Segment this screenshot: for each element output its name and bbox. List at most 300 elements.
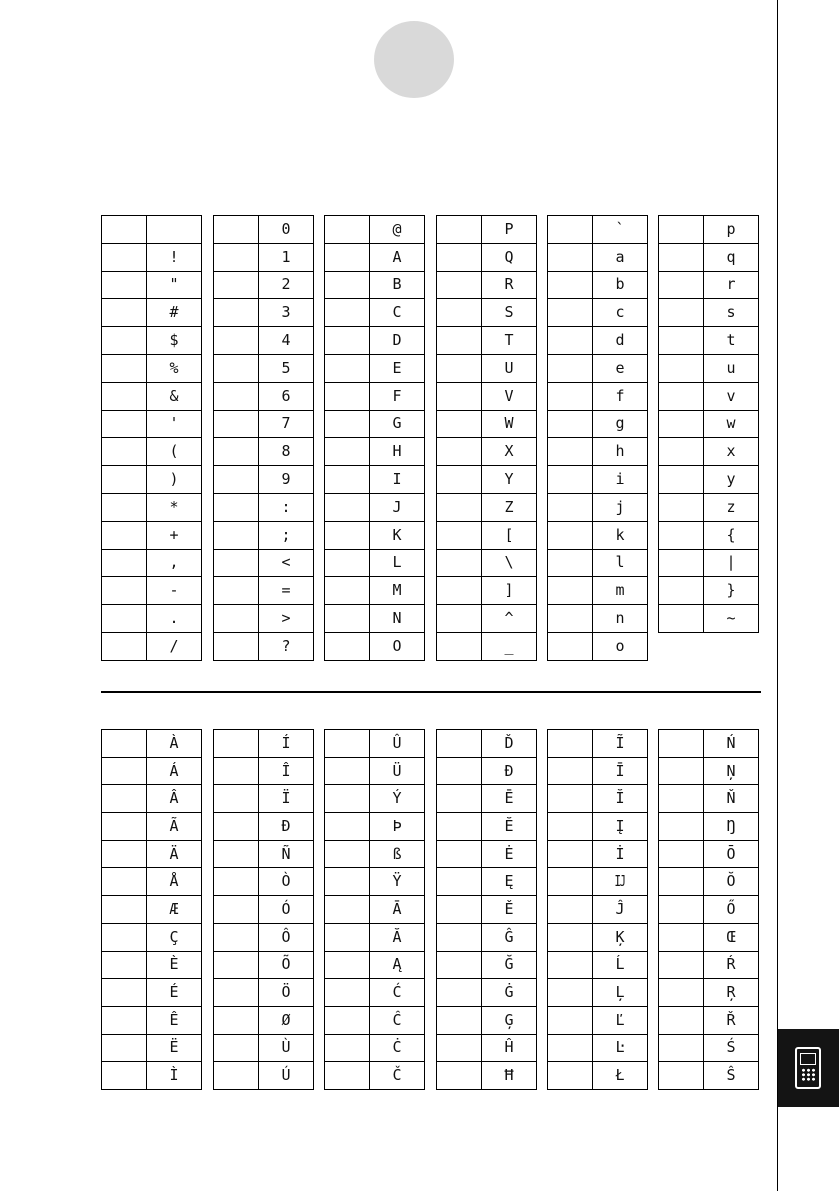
ext-table-column-3 xyxy=(324,729,425,1090)
code-cell xyxy=(214,299,259,327)
char-row xyxy=(102,868,202,896)
glyph-cell: [ xyxy=(482,521,537,549)
char-row xyxy=(548,951,648,979)
char-row xyxy=(214,951,314,979)
char-row xyxy=(548,216,648,244)
ext-table-column-2 xyxy=(213,729,314,1090)
code-cell xyxy=(325,577,370,605)
glyph-cell: Z xyxy=(482,493,537,521)
glyph-cell: 3 xyxy=(259,299,314,327)
char-row xyxy=(437,466,537,494)
code-cell xyxy=(548,785,593,813)
char-row xyxy=(102,1006,202,1034)
char-row xyxy=(437,243,537,271)
code-cell xyxy=(214,896,259,924)
code-cell xyxy=(325,896,370,924)
glyph-cell: + xyxy=(147,521,202,549)
glyph-cell: Ŀ xyxy=(593,1034,648,1062)
code-cell xyxy=(659,1062,704,1090)
char-row xyxy=(102,243,202,271)
code-cell xyxy=(437,605,482,633)
code-cell xyxy=(659,521,704,549)
char-row xyxy=(102,216,202,244)
code-cell xyxy=(437,438,482,466)
code-cell xyxy=(325,438,370,466)
glyph-cell: Ë xyxy=(147,1034,202,1062)
glyph-cell: Ç xyxy=(147,923,202,951)
glyph-cell: Â xyxy=(147,785,202,813)
code-cell xyxy=(325,466,370,494)
glyph-cell: Ą xyxy=(370,951,425,979)
char-row xyxy=(548,840,648,868)
char-row xyxy=(548,868,648,896)
glyph-cell: Ĵ xyxy=(593,896,648,924)
page-edge-rule xyxy=(777,0,778,1191)
code-cell xyxy=(659,549,704,577)
code-cell xyxy=(437,785,482,813)
code-cell xyxy=(325,216,370,244)
code-cell xyxy=(548,605,593,633)
code-cell xyxy=(102,979,147,1007)
char-row xyxy=(659,951,759,979)
code-cell xyxy=(548,923,593,951)
char-row xyxy=(659,466,759,494)
code-cell xyxy=(548,951,593,979)
char-row xyxy=(437,216,537,244)
glyph-cell: Ń xyxy=(704,730,759,758)
char-row xyxy=(325,632,425,660)
code-cell xyxy=(325,951,370,979)
char-row xyxy=(214,632,314,660)
char-row xyxy=(214,979,314,1007)
glyph-cell: Ŝ xyxy=(704,1062,759,1090)
glyph-cell: Ķ xyxy=(593,923,648,951)
char-row xyxy=(659,1006,759,1034)
glyph-cell: Ě xyxy=(482,896,537,924)
char-row xyxy=(325,1034,425,1062)
ext-table-column-4 xyxy=(436,729,537,1090)
code-cell xyxy=(437,521,482,549)
char-row xyxy=(214,605,314,633)
glyph-cell: Õ xyxy=(259,951,314,979)
glyph-cell: Ò xyxy=(259,868,314,896)
code-cell xyxy=(102,354,147,382)
code-cell xyxy=(214,354,259,382)
char-row xyxy=(548,1062,648,1090)
glyph-cell: \ xyxy=(482,549,537,577)
code-cell xyxy=(102,785,147,813)
char-row xyxy=(214,923,314,951)
code-cell xyxy=(548,243,593,271)
glyph-cell: Ī xyxy=(593,757,648,785)
code-cell xyxy=(214,577,259,605)
code-cell xyxy=(659,813,704,841)
char-row xyxy=(102,730,202,758)
char-row xyxy=(437,896,537,924)
code-cell xyxy=(214,979,259,1007)
glyph-cell: Ć xyxy=(370,979,425,1007)
char-row xyxy=(214,813,314,841)
char-row xyxy=(214,493,314,521)
glyph-cell: A xyxy=(370,243,425,271)
char-row xyxy=(548,923,648,951)
code-cell xyxy=(102,521,147,549)
code-cell xyxy=(659,896,704,924)
char-row xyxy=(325,1006,425,1034)
char-row xyxy=(437,1034,537,1062)
code-cell xyxy=(325,382,370,410)
char-row xyxy=(437,951,537,979)
char-row xyxy=(659,521,759,549)
char-row xyxy=(214,868,314,896)
glyph-cell: / xyxy=(147,632,202,660)
char-row xyxy=(214,354,314,382)
glyph-cell: Ø xyxy=(259,1006,314,1034)
glyph-cell: Ę xyxy=(482,868,537,896)
glyph-cell: f xyxy=(593,382,648,410)
glyph-cell: z xyxy=(704,493,759,521)
char-row xyxy=(659,605,759,633)
code-cell xyxy=(437,840,482,868)
code-cell xyxy=(659,923,704,951)
char-row xyxy=(659,923,759,951)
char-row xyxy=(214,216,314,244)
char-row xyxy=(548,813,648,841)
ascii-table-column-2 xyxy=(213,215,314,661)
char-row xyxy=(659,299,759,327)
char-row xyxy=(214,730,314,758)
glyph-cell: T xyxy=(482,327,537,355)
glyph-cell: y xyxy=(704,466,759,494)
glyph-cell: Ĝ xyxy=(482,923,537,951)
code-cell xyxy=(102,243,147,271)
glyph-cell: " xyxy=(147,271,202,299)
code-cell xyxy=(102,382,147,410)
glyph-cell: _ xyxy=(482,632,537,660)
glyph-cell: Œ xyxy=(704,923,759,951)
char-row xyxy=(659,271,759,299)
char-row xyxy=(659,327,759,355)
glyph-cell: | xyxy=(704,549,759,577)
code-cell xyxy=(659,410,704,438)
glyph-cell: Ł xyxy=(593,1062,648,1090)
char-row xyxy=(325,271,425,299)
char-row xyxy=(214,785,314,813)
char-row xyxy=(548,382,648,410)
glyph-cell: Þ xyxy=(370,813,425,841)
code-cell xyxy=(437,271,482,299)
glyph-cell: Ĉ xyxy=(370,1006,425,1034)
code-cell xyxy=(659,271,704,299)
glyph-cell: Ő xyxy=(704,896,759,924)
code-cell xyxy=(437,577,482,605)
char-row xyxy=(325,1062,425,1090)
char-row xyxy=(102,493,202,521)
glyph-cell: ! xyxy=(147,243,202,271)
glyph-cell: e xyxy=(593,354,648,382)
char-row xyxy=(325,923,425,951)
glyph-cell: d xyxy=(593,327,648,355)
char-row xyxy=(102,923,202,951)
glyph-cell: B xyxy=(370,271,425,299)
code-cell xyxy=(548,493,593,521)
char-row xyxy=(548,243,648,271)
char-row xyxy=(437,868,537,896)
chapter-circle-marker xyxy=(374,21,454,98)
glyph-cell: p xyxy=(704,216,759,244)
code-cell xyxy=(325,1062,370,1090)
code-cell xyxy=(214,785,259,813)
calculator-icon xyxy=(795,1047,821,1089)
code-cell xyxy=(102,840,147,868)
code-cell xyxy=(325,632,370,660)
char-row xyxy=(102,438,202,466)
glyph-cell: Ė xyxy=(482,840,537,868)
glyph-cell: 0 xyxy=(259,216,314,244)
code-cell xyxy=(325,549,370,577)
code-cell xyxy=(659,1034,704,1062)
char-row xyxy=(102,1062,202,1090)
glyph-cell: K xyxy=(370,521,425,549)
char-row xyxy=(548,521,648,549)
glyph-cell: Ă xyxy=(370,923,425,951)
code-cell xyxy=(214,271,259,299)
calculator-keys-shape xyxy=(801,1068,815,1081)
char-row xyxy=(102,549,202,577)
glyph-cell: Ä xyxy=(147,840,202,868)
code-cell xyxy=(102,730,147,758)
char-row xyxy=(659,549,759,577)
code-cell xyxy=(102,632,147,660)
code-cell xyxy=(437,354,482,382)
char-row xyxy=(102,896,202,924)
code-cell xyxy=(437,216,482,244)
char-row xyxy=(437,730,537,758)
code-cell xyxy=(659,605,704,633)
code-cell xyxy=(325,1006,370,1034)
glyph-cell: > xyxy=(259,605,314,633)
glyph-cell: É xyxy=(147,979,202,1007)
glyph-cell: G xyxy=(370,410,425,438)
code-cell xyxy=(437,410,482,438)
glyph-cell: 6 xyxy=(259,382,314,410)
glyph-cell: a xyxy=(593,243,648,271)
glyph-cell: = xyxy=(259,577,314,605)
char-row xyxy=(214,757,314,785)
glyph-cell: Ĳ xyxy=(593,868,648,896)
code-cell xyxy=(659,951,704,979)
glyph-cell: 5 xyxy=(259,354,314,382)
char-row xyxy=(659,757,759,785)
glyph-cell: & xyxy=(147,382,202,410)
glyph-cell: H xyxy=(370,438,425,466)
glyph-cell: Ð xyxy=(259,813,314,841)
code-cell xyxy=(659,354,704,382)
glyph-cell: Ŋ xyxy=(704,813,759,841)
char-row xyxy=(325,951,425,979)
char-row xyxy=(437,271,537,299)
glyph-cell: Ã xyxy=(147,813,202,841)
char-row xyxy=(214,549,314,577)
char-row xyxy=(214,327,314,355)
glyph-cell: . xyxy=(147,605,202,633)
char-row xyxy=(437,1006,537,1034)
glyph-cell: Û xyxy=(370,730,425,758)
code-cell xyxy=(102,577,147,605)
code-cell xyxy=(437,243,482,271)
code-cell xyxy=(437,466,482,494)
char-row xyxy=(548,438,648,466)
char-row xyxy=(325,896,425,924)
char-row xyxy=(214,1034,314,1062)
char-row xyxy=(437,438,537,466)
glyph-cell: Ú xyxy=(259,1062,314,1090)
glyph-cell: w xyxy=(704,410,759,438)
code-cell xyxy=(214,466,259,494)
code-cell xyxy=(214,1062,259,1090)
glyph-cell: * xyxy=(147,493,202,521)
char-row xyxy=(102,521,202,549)
code-cell xyxy=(659,382,704,410)
glyph-cell: Č xyxy=(370,1062,425,1090)
code-cell xyxy=(437,923,482,951)
code-cell xyxy=(325,785,370,813)
glyph-cell: h xyxy=(593,438,648,466)
glyph-cell: c xyxy=(593,299,648,327)
glyph-cell xyxy=(147,216,202,244)
char-row xyxy=(325,493,425,521)
glyph-cell: 7 xyxy=(259,410,314,438)
char-row xyxy=(102,299,202,327)
char-row xyxy=(437,923,537,951)
code-cell xyxy=(214,813,259,841)
code-cell xyxy=(214,868,259,896)
glyph-cell: ? xyxy=(259,632,314,660)
glyph-cell: q xyxy=(704,243,759,271)
glyph-cell: # xyxy=(147,299,202,327)
char-row xyxy=(548,549,648,577)
code-cell xyxy=(214,730,259,758)
glyph-cell: 4 xyxy=(259,327,314,355)
code-cell xyxy=(548,730,593,758)
glyph-cell: E xyxy=(370,354,425,382)
char-row xyxy=(102,577,202,605)
glyph-cell: Ĩ xyxy=(593,730,648,758)
char-row xyxy=(325,577,425,605)
glyph-cell: ^ xyxy=(482,605,537,633)
char-row xyxy=(437,1062,537,1090)
glyph-cell: Ŗ xyxy=(704,979,759,1007)
code-cell xyxy=(437,1006,482,1034)
code-cell xyxy=(102,923,147,951)
glyph-cell: Ô xyxy=(259,923,314,951)
code-cell xyxy=(548,382,593,410)
code-cell xyxy=(325,1034,370,1062)
glyph-cell: Ō xyxy=(704,840,759,868)
glyph-cell: @ xyxy=(370,216,425,244)
glyph-cell: - xyxy=(147,577,202,605)
code-cell xyxy=(437,951,482,979)
char-row xyxy=(325,327,425,355)
code-cell xyxy=(548,632,593,660)
glyph-cell: Ó xyxy=(259,896,314,924)
code-cell xyxy=(437,382,482,410)
char-row xyxy=(437,549,537,577)
code-cell xyxy=(214,632,259,660)
char-row xyxy=(214,382,314,410)
glyph-cell: o xyxy=(593,632,648,660)
code-cell xyxy=(214,923,259,951)
char-row xyxy=(659,216,759,244)
glyph-cell: u xyxy=(704,354,759,382)
code-cell xyxy=(548,327,593,355)
char-row xyxy=(325,466,425,494)
code-cell xyxy=(325,979,370,1007)
code-cell xyxy=(325,605,370,633)
char-row xyxy=(659,1034,759,1062)
code-cell xyxy=(659,493,704,521)
code-cell xyxy=(102,1006,147,1034)
chapter-side-tab xyxy=(778,1029,839,1107)
glyph-cell: Ē xyxy=(482,785,537,813)
char-row xyxy=(659,577,759,605)
code-cell xyxy=(325,271,370,299)
code-cell xyxy=(325,730,370,758)
char-row xyxy=(214,299,314,327)
code-cell xyxy=(548,410,593,438)
char-row xyxy=(102,757,202,785)
glyph-cell: V xyxy=(482,382,537,410)
code-cell xyxy=(102,1034,147,1062)
char-row xyxy=(325,299,425,327)
glyph-cell: g xyxy=(593,410,648,438)
code-cell xyxy=(659,757,704,785)
code-cell xyxy=(102,813,147,841)
code-cell xyxy=(214,1006,259,1034)
char-row xyxy=(437,785,537,813)
section-divider xyxy=(101,691,761,693)
code-cell xyxy=(659,466,704,494)
code-cell xyxy=(548,521,593,549)
char-row xyxy=(102,1034,202,1062)
code-cell xyxy=(437,549,482,577)
char-row xyxy=(548,632,648,660)
char-row xyxy=(325,521,425,549)
char-row xyxy=(325,813,425,841)
glyph-cell: l xyxy=(593,549,648,577)
glyph-cell: t xyxy=(704,327,759,355)
char-row xyxy=(548,493,648,521)
char-row xyxy=(325,840,425,868)
glyph-cell: n xyxy=(593,605,648,633)
glyph-cell: i xyxy=(593,466,648,494)
char-row xyxy=(548,271,648,299)
glyph-cell: Í xyxy=(259,730,314,758)
char-row xyxy=(214,466,314,494)
code-cell xyxy=(214,243,259,271)
glyph-cell: ] xyxy=(482,577,537,605)
char-row xyxy=(659,868,759,896)
glyph-cell: ( xyxy=(147,438,202,466)
char-row xyxy=(437,979,537,1007)
code-cell xyxy=(102,216,147,244)
glyph-cell: Đ xyxy=(482,757,537,785)
char-row xyxy=(548,757,648,785)
char-row xyxy=(325,785,425,813)
code-cell xyxy=(659,243,704,271)
glyph-cell: Ħ xyxy=(482,1062,537,1090)
char-row xyxy=(659,410,759,438)
